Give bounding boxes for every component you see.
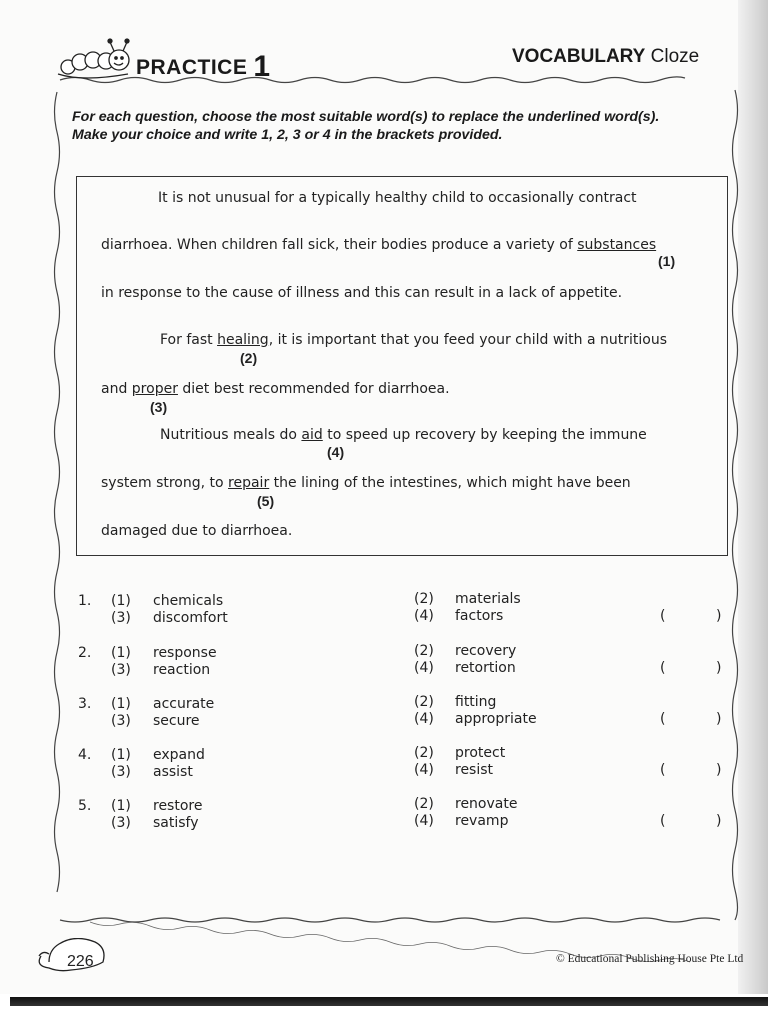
- option-text: materials: [455, 591, 521, 607]
- option-label: (4): [414, 813, 434, 829]
- option-text: reaction: [153, 662, 211, 678]
- marker-2: (2): [240, 350, 258, 366]
- option-text: satisfy: [153, 815, 199, 831]
- answer-bracket-close[interactable]: ): [716, 660, 722, 676]
- option-label: (2): [414, 591, 434, 607]
- option-text: factors: [455, 608, 504, 624]
- option-text: secure: [153, 713, 200, 729]
- option-label: (3): [111, 713, 131, 729]
- option-label: (3): [111, 662, 131, 678]
- option-label: (2): [414, 694, 434, 710]
- option-label: (2): [414, 796, 434, 812]
- question-number: 3.: [78, 696, 92, 712]
- option-text: fitting: [455, 694, 497, 710]
- marker-1: (1): [658, 253, 676, 269]
- option-text: renovate: [455, 796, 518, 812]
- option-label: (1): [111, 593, 131, 609]
- option-text: resist: [455, 762, 494, 778]
- answer-bracket-close[interactable]: ): [716, 608, 722, 624]
- option-label: (3): [111, 610, 131, 626]
- option-label: (1): [111, 645, 131, 661]
- option-label: (1): [111, 747, 131, 763]
- instructions: [72, 108, 744, 144]
- option-text: assist: [153, 764, 193, 780]
- option-label: (4): [414, 711, 434, 727]
- option-label: (2): [414, 745, 434, 761]
- answer-bracket-close[interactable]: ): [716, 762, 722, 778]
- option-label: (3): [111, 815, 131, 831]
- option-label: (4): [414, 762, 434, 778]
- option-text: accurate: [153, 696, 215, 712]
- option-text: appropriate: [455, 711, 537, 727]
- answer-bracket-open[interactable]: (: [660, 660, 666, 676]
- option-label: (4): [414, 660, 434, 676]
- underlined-word-4: aid: [301, 427, 323, 443]
- option-text: retortion: [455, 660, 516, 676]
- option-text: response: [153, 645, 217, 661]
- option-label: (3): [111, 764, 131, 780]
- passage-line-4: For fast healing, it is important that you feed your child with a nutritious: [160, 332, 668, 348]
- answer-bracket-open[interactable]: (: [660, 762, 666, 778]
- answer-bracket-open[interactable]: (: [660, 711, 666, 727]
- option-text: revamp: [455, 813, 509, 829]
- passage-line-3: in response to the cause of illness and this can result in a lack of appetite.: [101, 285, 623, 301]
- answer-bracket-close[interactable]: ): [716, 813, 722, 829]
- marker-4: (4): [327, 444, 345, 460]
- option-text: expand: [153, 747, 205, 763]
- practice-title: PRACTICE 1: [136, 50, 271, 83]
- question-number: 5.: [78, 798, 92, 814]
- bottom-edge: [0, 994, 768, 1024]
- answer-bracket-open[interactable]: (: [660, 608, 666, 624]
- option-text: restore: [153, 798, 203, 814]
- passage-line-2: diarrhoea. When children fall sick, their bodies produce a variety of substances: [101, 237, 657, 253]
- option-text: chemicals: [153, 593, 224, 609]
- passage-line-5: and proper diet best recommended for diarrhoea.: [101, 381, 450, 397]
- question-number: 4.: [78, 747, 92, 763]
- option-label: (2): [414, 643, 434, 659]
- passage-box: [76, 176, 728, 556]
- page-number: 226: [67, 953, 94, 970]
- option-label: (1): [111, 696, 131, 712]
- answer-bracket-close[interactable]: ): [716, 711, 722, 727]
- instructions-line-2: Make your choice and write 1, 2, 3 or 4 in the brackets provided.: [72, 127, 503, 143]
- option-text: protect: [455, 745, 506, 761]
- underlined-word-2: healing: [217, 332, 269, 348]
- passage-line-1: It is not unusual for a typically healthy child to occasionally contract: [158, 190, 637, 206]
- copyright-notice: © Educational Publishing House Pte Ltd: [556, 953, 744, 965]
- option-text: recovery: [455, 643, 517, 659]
- question-number: 1.: [78, 593, 92, 609]
- answer-bracket-open[interactable]: (: [660, 813, 666, 829]
- section-title: VOCABULARY Cloze: [512, 46, 700, 67]
- underlined-word-3: proper: [131, 381, 178, 397]
- underlined-word-1: substances: [577, 237, 657, 253]
- passage-line-8: damaged due to diarrhoea.: [101, 523, 293, 539]
- passage-line-7: system strong, to repair the lining of the intestines, which might have been: [101, 475, 631, 491]
- marker-5: (5): [257, 493, 275, 509]
- option-text: discomfort: [153, 610, 228, 626]
- instructions-line-1: For each question, choose the most suitable word(s) to replace the underlined word(s).: [72, 109, 660, 125]
- question-number: 2.: [78, 645, 92, 661]
- caterpillar-logo-icon: [58, 39, 129, 78]
- passage-line-6: Nutritious meals do aid to speed up recovery by keeping the immune: [160, 427, 647, 443]
- option-label: (1): [111, 798, 131, 814]
- underlined-word-5: repair: [228, 475, 270, 491]
- marker-3: (3): [150, 399, 168, 415]
- option-label: (4): [414, 608, 434, 624]
